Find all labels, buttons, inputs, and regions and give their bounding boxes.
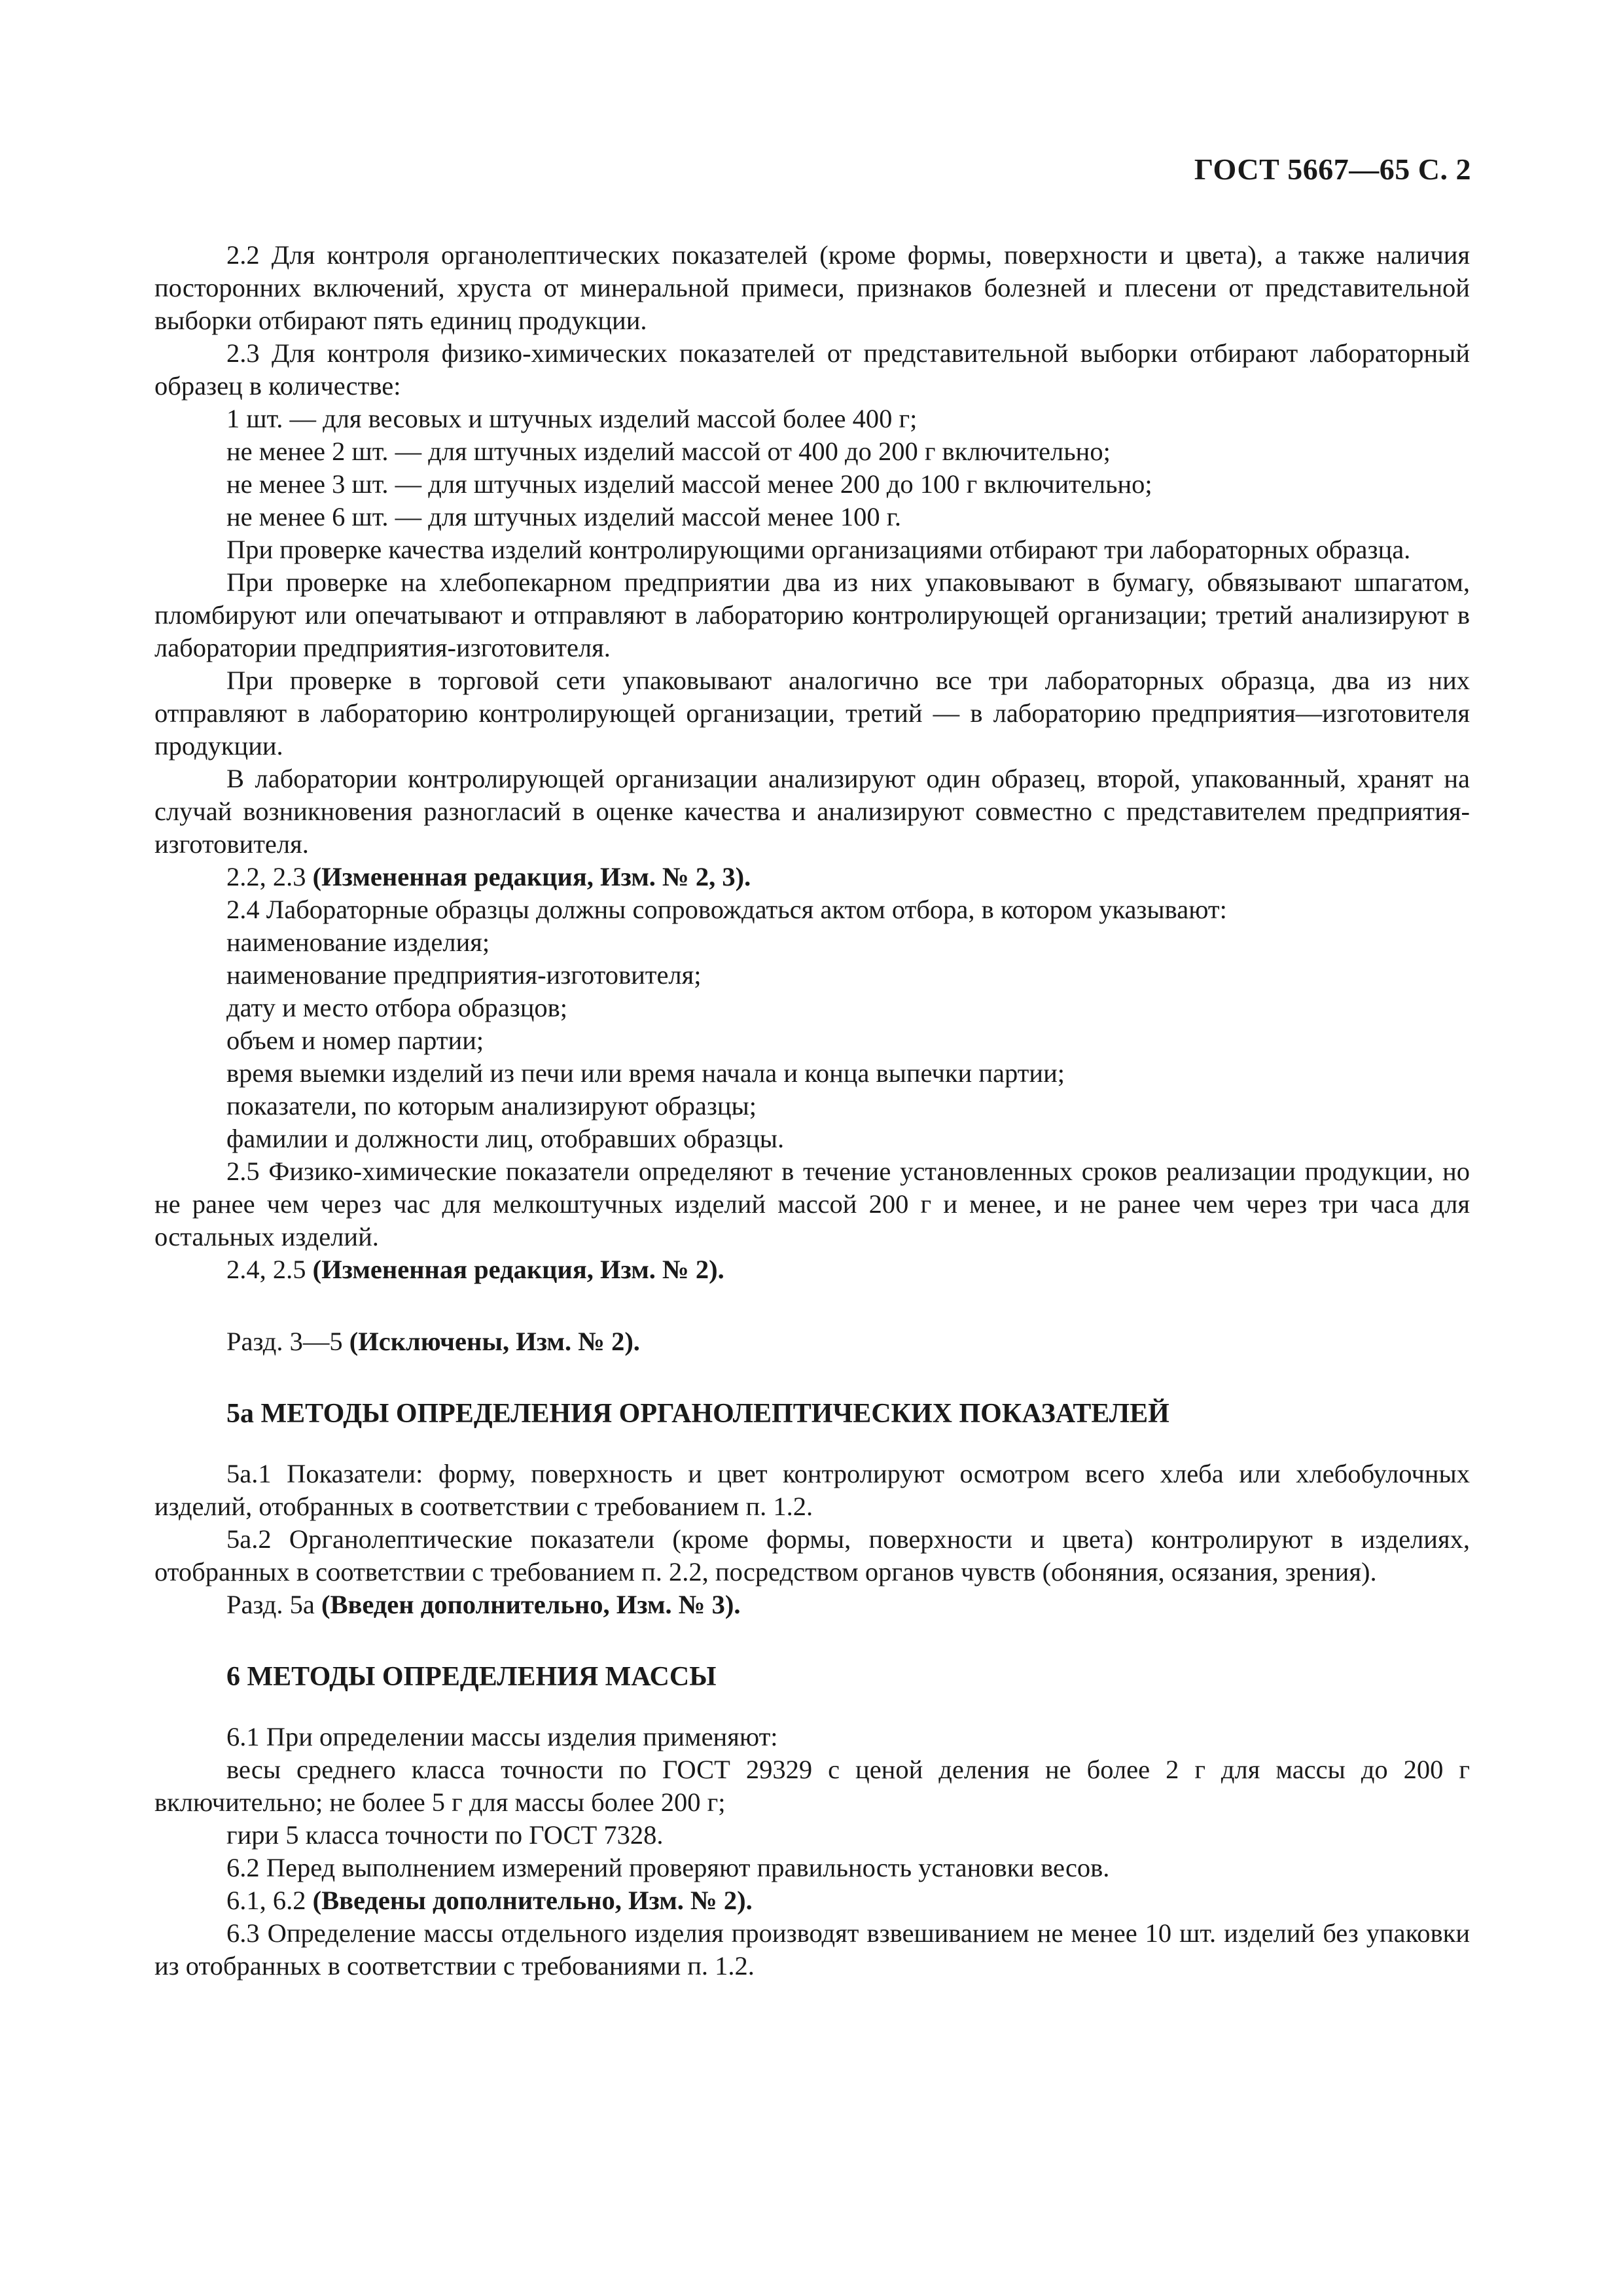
spacer xyxy=(154,1693,1470,1721)
amendment-text: (Исключены, Изм. № 2). xyxy=(349,1327,640,1356)
paragraph: При проверке на хлебопекарном предприятии два из них упаковывают в бумагу, обвязывают шпагатом, пломбируют или опечатывают и отправляют в лабораторию контролирующей организации; третий анализируют в лаборатории предприятия-изготовителя. xyxy=(154,567,1470,662)
amendment-note xyxy=(154,861,1470,893)
amendment-ref: Разд. 3—5 xyxy=(226,1327,349,1356)
paragraph: При проверке в торговой сети упаковывают аналогично все три лабораторных образца, два из них отправляют в лабораторию контролирующей организации, третий — в лабораторию предприятия—изготовителя продукции. xyxy=(154,666,1470,761)
paragraph-2-2: 2.2 Для контроля органолептических показателей (кроме формы, поверхности и цвета), а также наличия посторонних включений, хруста от минеральной примеси, признаков болезней и плесени от представительной выборки отбирают пять единиц продукции. xyxy=(154,240,1470,335)
amendment-text: (Измененная редакция, Изм. № 2). xyxy=(312,1255,724,1284)
paragraph: При проверке качества изделий контролирующими организациями отбирают три лабораторных образца. xyxy=(226,535,1411,564)
spacer xyxy=(154,1621,1470,1660)
list-item: фамилии и должности лиц, отобравших образцы. xyxy=(226,1124,785,1153)
paragraph-2-4: 2.4 Лабораторные образцы должны сопровождаться актом отбора, в котором указывают: xyxy=(226,895,1227,924)
paragraph-6-3: 6.3 Определение массы отдельного изделия производят взвешиванием не менее 10 шт. изделий без упаковки из отобранных в соответствии с требованиями п. 1.2. xyxy=(154,1918,1470,1981)
amendment-ref: 2.2, 2.3 xyxy=(226,862,313,891)
paragraph: гири 5 класса точности по ГОСТ 7328. xyxy=(226,1820,664,1850)
list-item: не менее 2 шт. — для штучных изделий массой от 400 до 200 г включительно; xyxy=(226,437,1111,466)
amendment-text: (Измененная редакция, Изм. № 2, 3). xyxy=(312,862,751,891)
amendment-text: (Введен дополнительно, Изм. № 3). xyxy=(321,1590,741,1619)
amendment-ref: 6.1, 6.2 xyxy=(226,1886,313,1915)
spacer xyxy=(154,1430,1470,1458)
paragraph-6-1: 6.1 При определении массы изделия применяют: xyxy=(226,1722,778,1751)
list-item: время выемки изделий из печи или время начала и конца выпечки партии; xyxy=(226,1058,1065,1088)
list-item: объем и номер партии; xyxy=(226,1026,484,1055)
list-item: не менее 3 шт. — для штучных изделий массой менее 200 до 100 г включительно; xyxy=(226,469,1152,499)
paragraph-5a-1: 5а.1 Показатели: форму, поверхность и цвет контролируют осмотром всего хлеба или хлебобулочных изделий, отобранных в соответствии с требованием п. 1.2. xyxy=(154,1459,1470,1521)
list-item: наименование предприятия-изготовителя; xyxy=(226,960,702,990)
amendment-ref: 2.4, 2.5 xyxy=(226,1255,313,1284)
list-item: не менее 6 шт. — для штучных изделий массой менее 100 г. xyxy=(226,502,901,531)
paragraph: В лаборатории контролирующей организации анализируют один образец, второй, упакованный, хранят на случай возникновения разногласий в оценке качества и анализируют совместно с представителем предприятия-изготовителя. xyxy=(154,764,1470,859)
document-body xyxy=(154,239,1470,1982)
section-heading-5a: 5а МЕТОДЫ ОПРЕДЕЛЕНИЯ ОРГАНОЛЕПТИЧЕСКИХ ПОКАЗАТЕЛЕЙ xyxy=(226,1399,1169,1429)
amendment-note xyxy=(154,1325,1470,1358)
section-heading-6: 6 МЕТОДЫ ОПРЕДЕЛЕНИЯ МАССЫ xyxy=(226,1662,717,1692)
spacer xyxy=(154,1358,1470,1397)
paragraph-5a-2: 5а.2 Органолептические показатели (кроме формы, поверхности и цвета) контролируют в изделиях, отобранных в соответствии с требованием п. 2.2, посредством органов чувств (обоняния, осязания, зрения). xyxy=(154,1524,1470,1587)
list-item: 1 шт. — для весовых и штучных изделий массой более 400 г; xyxy=(226,404,918,433)
paragraph-2-5: 2.5 Физико-химические показатели определяют в течение установленных сроков реализации продукции, но не ранее чем через час для мелкоштучных изделий массой 200 г и менее, и не ранее чем через три часа для остальных изделий. xyxy=(154,1157,1470,1251)
paragraph-6-2: 6.2 Перед выполнением измерений проверяют правильность установки весов. xyxy=(226,1853,1110,1882)
paragraph: весы среднего класса точности по ГОСТ 29329 с ценой деления не более 2 г для массы до 200 г включительно; не более 5 г для массы более 200 г; xyxy=(154,1755,1470,1817)
amendment-ref: Разд. 5а xyxy=(226,1590,321,1619)
list-item: дату и место отбора образцов; xyxy=(226,993,568,1022)
amendment-note xyxy=(154,1884,1470,1917)
list-item: показатели, по которым анализируют образцы; xyxy=(226,1091,757,1121)
spacer xyxy=(154,1286,1470,1325)
paragraph-2-3: 2.3 Для контроля физико-химических показателей от представительной выборки отбирают лабораторный образец в количестве: xyxy=(154,338,1470,401)
document-reference: ГОСТ 5667—65 С. 2 xyxy=(1194,152,1471,186)
amendment-note xyxy=(154,1588,1470,1621)
amendment-note xyxy=(154,1253,1470,1286)
list-item: наименование изделия; xyxy=(226,927,490,957)
amendment-text: (Введены дополнительно, Изм. № 2). xyxy=(312,1886,753,1915)
